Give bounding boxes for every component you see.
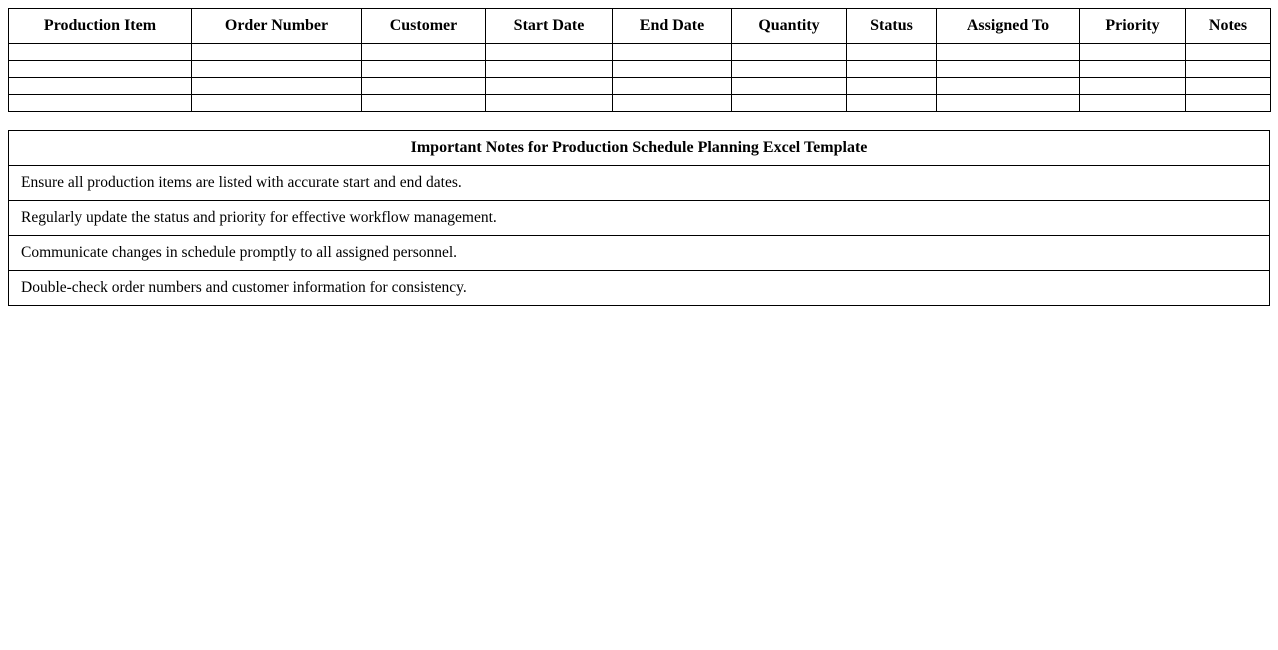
column-header-production-item: Production Item (9, 9, 192, 44)
table-cell[interactable] (362, 95, 486, 112)
table-cell[interactable] (613, 95, 732, 112)
column-header-notes: Notes (1186, 9, 1271, 44)
table-cell[interactable] (1186, 44, 1271, 61)
notes-header-row (9, 131, 1270, 166)
table-cell[interactable] (362, 44, 486, 61)
table-cell[interactable] (486, 61, 613, 78)
table-cell[interactable] (362, 61, 486, 78)
important-notes-table (8, 130, 1270, 306)
note-row (9, 201, 1270, 236)
table-cell[interactable] (9, 78, 192, 95)
note-item: Communicate changes in schedule promptly to all assigned personnel. (9, 236, 1270, 271)
table-cell[interactable] (937, 95, 1080, 112)
table-cell[interactable] (486, 78, 613, 95)
column-header-priority: Priority (1080, 9, 1186, 44)
note-row (9, 166, 1270, 201)
table-cell[interactable] (937, 61, 1080, 78)
table-cell[interactable] (847, 61, 937, 78)
table-cell[interactable] (9, 61, 192, 78)
table-cell[interactable] (613, 61, 732, 78)
table-cell[interactable] (9, 95, 192, 112)
column-header-assigned-to: Assigned To (937, 9, 1080, 44)
table-cell[interactable] (1186, 95, 1271, 112)
column-header-status: Status (847, 9, 937, 44)
table-cell[interactable] (1186, 61, 1271, 78)
production-schedule-table (8, 8, 1271, 112)
table-cell[interactable] (486, 95, 613, 112)
table-cell[interactable] (192, 95, 362, 112)
table-row (9, 44, 1271, 61)
table-cell[interactable] (1080, 44, 1186, 61)
table-row (9, 61, 1271, 78)
table-cell[interactable] (732, 44, 847, 61)
column-header-customer: Customer (362, 9, 486, 44)
column-header-end-date: End Date (613, 9, 732, 44)
table-cell[interactable] (732, 78, 847, 95)
table-cell[interactable] (847, 44, 937, 61)
note-item: Ensure all production items are listed with accurate start and end dates. (9, 166, 1270, 201)
note-item: Double-check order numbers and customer information for consistency. (9, 271, 1270, 306)
table-header-row (9, 9, 1271, 44)
table-cell[interactable] (1080, 95, 1186, 112)
note-row (9, 271, 1270, 306)
table-row (9, 78, 1271, 95)
table-cell[interactable] (847, 95, 937, 112)
notes-title: Important Notes for Production Schedule Planning Excel Template (9, 131, 1270, 166)
table-cell[interactable] (937, 44, 1080, 61)
note-row (9, 236, 1270, 271)
column-header-quantity: Quantity (732, 9, 847, 44)
column-header-start-date: Start Date (486, 9, 613, 44)
table-cell[interactable] (847, 78, 937, 95)
table-cell[interactable] (192, 78, 362, 95)
table-cell[interactable] (192, 61, 362, 78)
table-cell[interactable] (613, 78, 732, 95)
column-header-order-number: Order Number (192, 9, 362, 44)
note-item: Regularly update the status and priority for effective workflow management. (9, 201, 1270, 236)
table-cell[interactable] (1080, 61, 1186, 78)
table-cell[interactable] (613, 44, 732, 61)
table-cell[interactable] (362, 78, 486, 95)
table-cell[interactable] (192, 44, 362, 61)
table-cell[interactable] (1080, 78, 1186, 95)
table-cell[interactable] (9, 44, 192, 61)
table-row (9, 95, 1271, 112)
table-cell[interactable] (1186, 78, 1271, 95)
table-cell[interactable] (732, 61, 847, 78)
table-cell[interactable] (732, 95, 847, 112)
table-cell[interactable] (937, 78, 1080, 95)
table-cell[interactable] (486, 44, 613, 61)
